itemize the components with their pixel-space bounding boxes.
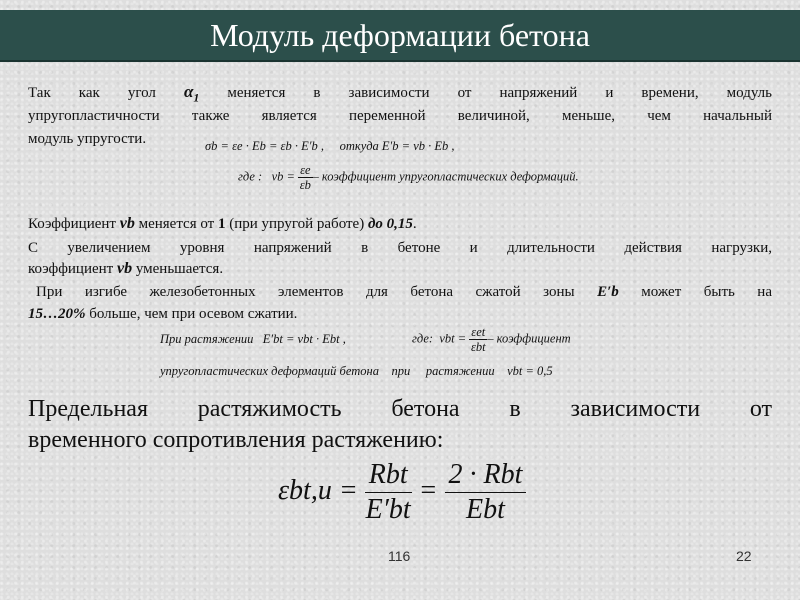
paragraph-4-line-1: При изгибе железобетонных элементов для бетона сжатой зоны E′b может быть на bbox=[36, 284, 772, 300]
formula-nu-bt-value: упругопластических деформаций бетона при растяжении νbt = 0,5 bbox=[160, 364, 553, 378]
heading-line-1: Предельная растяжимость бетона в зависимости от bbox=[28, 396, 772, 422]
paragraph-1-line-2: упругопластичности также является переменной величиной, меньше, чем начальный bbox=[28, 108, 772, 124]
formula-tension-modulus: При растяжении E′bt = νbt · Ebt , bbox=[160, 332, 346, 346]
paragraph-2: Коэффициент νb меняется от 1 (при упругой работе) до 0,15. bbox=[28, 215, 417, 232]
alpha-symbol: $\alpha_1$ bbox=[183, 82, 200, 105]
slide-number: 22 bbox=[736, 548, 752, 564]
formula-nu-b: где : νb = $\frac{\varepsilon e}{\varepsilon b}$ – коэффициент упругопластических деформаций. bbox=[238, 163, 579, 192]
paragraph-3-line-2: коэффициент νb уменьшается. bbox=[28, 260, 224, 277]
formula-ultimate-extensibility: εbt,u = $\frac{\text{Rbt}}{E'bt}$ = $\frac{\text{2 · Rbt}}{\text{Ebt}}$ bbox=[278, 458, 526, 527]
page-number-center: 116 bbox=[388, 548, 411, 564]
paragraph-4-line-2: 15…20% больше, чем при осевом сжатии. bbox=[28, 306, 298, 322]
paragraph-1-line-3: модуль упругости. bbox=[28, 131, 147, 147]
formula-lhs: εbt,u bbox=[278, 474, 332, 506]
paragraph-1-line-1: Так как угол $\alpha_1$ меняется в зависимости от напряжений и времени, модуль bbox=[28, 82, 772, 105]
heading-line-2: временного сопротивления растяжению: bbox=[28, 427, 444, 453]
formula-nu-bt: где: νbt = $\frac{\text{εet}}{\text{εbt}}$ – коэффициент bbox=[412, 325, 571, 354]
slide-title: Модуль деформации бетона bbox=[0, 10, 800, 60]
paragraph-3-line-1: С увеличением уровня напряжений в бетоне и длительности действия нагрузки, bbox=[28, 240, 772, 256]
formula-stress-strain: σb = εe · Eb = εb · E′b , откуда E′b = νb · Eb , bbox=[205, 139, 455, 153]
